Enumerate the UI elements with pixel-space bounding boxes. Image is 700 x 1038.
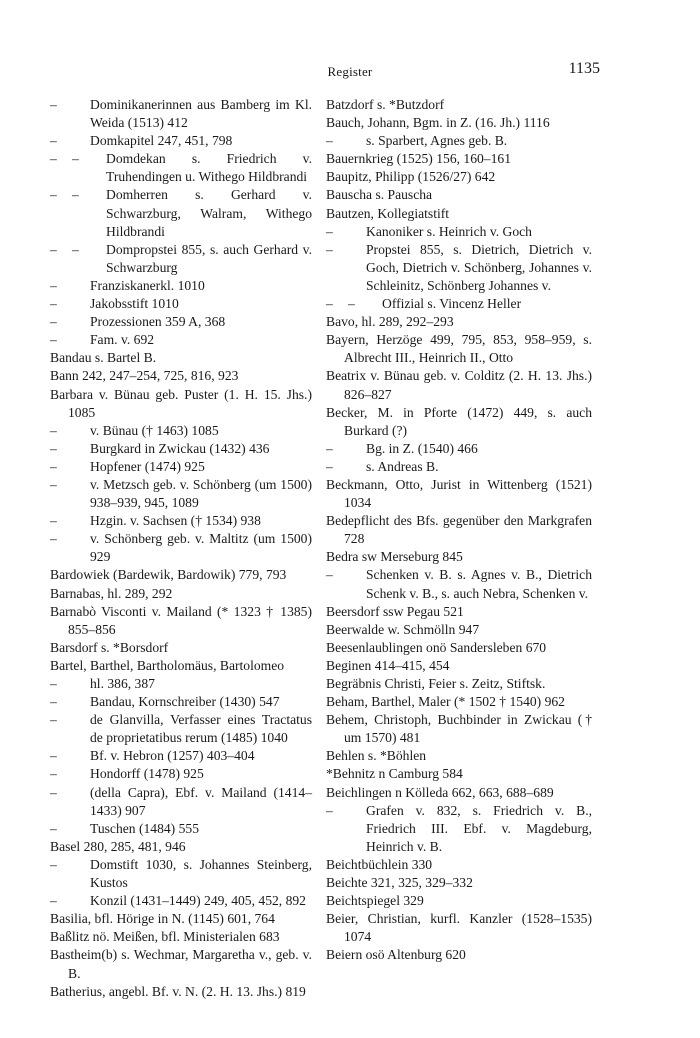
index-entry [50,946,312,982]
index-entry [50,313,312,331]
index-entry-text: Bastheim(b) s. Wechmar, Margaretha v., geb. v. B. [50,947,312,981]
subentry-dash: – [50,712,57,728]
index-entry-text: Schenken v. B. s. Agnes v. B., Dietrich Schenk v. B., s. auch Nebra, Schenken v. [366,567,592,601]
index-entry [326,802,592,856]
index-entry [326,603,592,621]
index-entry-text: de Glanvilla, Verfasser eines Tractatus de proprietatibus rerum (1485) 1040 [90,712,312,746]
index-entry [50,331,312,349]
subentry-dash: – [326,133,333,149]
index-entry [326,512,592,548]
index-entry-text: Konzil (1431–1449) 249, 405, 452, 892 [90,893,306,909]
index-entry-text: Kanoniker s. Heinrich v. Goch [366,223,532,239]
index-entry [326,639,592,657]
index-entry [326,784,592,802]
index-entry [50,530,312,566]
index-entry-text: Bandau, Kornschreiber (1430) 547 [90,694,280,710]
index-entry-text: Beichlingen n Kölleda 662, 663, 688–689 [326,784,554,800]
subentry-dash: – [50,458,57,474]
index-entry-text: Beatrix v. Bünau geb. v. Colditz (2. H. 13. Jhs.) 826–827 [326,368,592,402]
index-entry-text: Burgkard in Zwickau (1432) 436 [90,440,270,456]
index-entry [326,548,592,566]
index-entry [326,440,592,458]
index-entry [50,96,312,132]
index-entry [50,657,312,675]
subentry-dash: – [326,802,333,818]
index-entry-text: Bann 242, 247–254, 725, 816, 923 [50,368,239,384]
index-entry-text: Bautzen, Kollegiatstift [326,205,450,221]
index-entry [326,910,592,946]
subentry-dash: – [72,151,79,167]
index-entry-text: Batherius, angebl. Bf. v. N. (2. H. 13. Jhs.) 819 [50,983,306,999]
index-entry-text: Beckmann, Otto, Jurist in Wittenberg (1521) 1034 [326,476,592,511]
index-entry-text: Bayern, Herzöge 499, 795, 853, 958–959, s. Albrecht III., Heinrich II., Otto [326,332,592,366]
index-entry [50,820,312,838]
index-entry-text: Beginen 414–415, 454 [326,657,450,673]
subentry-dash: – [50,296,57,312]
subentry-dash: – [326,440,333,456]
index-entry-text: Beham, Barthel, Maler (* 1502 † 1540) 962 [326,694,565,710]
index-entry [50,186,312,240]
index-entry-text: hl. 386, 387 [90,676,155,691]
index-entry-text: Beichtspiegel 329 [326,893,424,909]
index-entry [326,404,592,440]
index-entry [50,838,312,856]
index-entry [50,476,312,512]
index-entry-text: Hopfener (1474) 925 [90,458,205,474]
index-entry-text: Hondorff (1478) 925 [90,766,204,782]
index-column-right [326,96,592,965]
index-entry-text: Franziskanerkl. 1010 [90,277,205,293]
index-entry [326,205,592,223]
subentry-dash: – [326,458,333,474]
index-entry-text: Beerwalde w. Schmölln 947 [326,621,480,637]
index-entry-text: s. Sparbert, Agnes geb. B. [366,133,508,149]
index-entry [326,186,592,204]
index-entry-text: Prozessionen 359 A, 368 [90,314,226,330]
index-entry-text: Barnabò Visconti v. Mailand (* 1323 † 1385) 855–856 [50,603,312,637]
index-entry [50,132,312,150]
index-entry [50,784,312,820]
page-number: 1135 [568,60,600,77]
index-entry-text: v. Metzsch geb. v. Schönberg (um 1500) 938–939, 945, 1089 [90,476,312,511]
index-entry [50,765,312,783]
index-entry-text: Hzgin. v. Sachsen († 1534) 938 [90,513,261,529]
index-entry-text: Barnabas, hl. 289, 292 [50,585,173,601]
index-entry-text: Propstei 855, s. Dietrich, Dietrich v. Goch, Dietrich v. Schönberg, Johannes v. Schleinitz, Schönberg Johannes v. [366,241,592,293]
index-entry [326,747,592,765]
index-entry [326,621,592,639]
index-entry [50,856,312,892]
subentry-dash: – [50,314,57,330]
subentry-dash: – [50,784,57,800]
index-entry [50,349,312,367]
index-entry [50,422,312,440]
index-entry [50,675,312,693]
index-entry [326,476,592,512]
index-entry-text: Beesenlaublingen onö Sandersleben 670 [326,639,547,655]
index-entry [50,458,312,476]
index-entry [326,313,592,331]
index-entry-text: v. Schönberg geb. v. Maltitz (um 1500) 929 [90,531,312,565]
index-entry [50,277,312,295]
index-entry-text: *Behnitz n Camburg 584 [326,766,463,782]
index-entry [326,367,592,403]
subentry-dash: – [50,422,57,438]
index-entry [50,910,312,928]
subentry-dash: – [72,241,79,257]
index-entry-text: Basilia, bfl. Hörige in N. (1145) 601, 764 [50,911,275,927]
subentry-dash: – [326,296,333,312]
index-entry [50,711,312,747]
index-entry-text: Bavo, hl. 289, 292–293 [326,314,454,330]
subentry-dash: – [50,893,57,909]
index-entry-text: Batzdorf s. *Butzdorf [326,97,445,112]
index-entry-text: Offizial s. Vincenz Heller [382,296,522,312]
index-entry [326,693,592,711]
index-entry-text: Domdekan s. Friedrich v. Truhendingen u. Withego Hildbrandi [106,151,312,185]
index-entry-text: Bedra sw Merseburg 845 [326,549,463,565]
index-entry-text: Baupitz, Philipp (1526/27) 642 [326,169,496,185]
index-entry [326,114,592,132]
index-entry-text: Bartel, Barthel, Bartholomäus, Bartolomeo [50,657,285,673]
index-entry-text: Bardowiek (Bardewik, Bardowik) 779, 793 [50,567,287,583]
index-entry-text: Bedepflicht des Bfs. gegenüber den Markgrafen 728 [326,513,592,547]
index-entry-text: (della Capra), Ebf. v. Mailand (1414–1433) 907 [90,784,312,818]
index-entry [326,331,592,367]
index-entry [326,675,592,693]
index-entry [50,892,312,910]
subentry-dash: – [50,694,57,710]
index-entry [326,96,592,114]
index-entry [50,585,312,603]
index-entry [50,983,312,1001]
index-entry-text: Tuschen (1484) 555 [90,820,200,836]
index-entry-text: Begräbnis Christi, Feier s. Zeitz, Stiftsk. [326,676,546,691]
subentry-dash: – [50,766,57,782]
index-entry-text: v. Bünau († 1463) 1085 [90,422,219,438]
index-entry-text: Behem, Christoph, Buchbinder in Zwickau († um 1570) 481 [326,712,592,746]
index-entry [326,132,592,150]
index-entry [326,892,592,910]
index-entry [50,693,312,711]
index-entry-text: Baßlitz nö. Meißen, bfl. Ministerialen 683 [50,929,280,945]
index-entry-text: Beichtbüchlein 330 [326,856,433,872]
index-entry [50,603,312,639]
index-entry [326,946,592,964]
running-header: Register [327,64,373,79]
subentry-dash: – [50,748,57,764]
index-entry [50,928,312,946]
index-entry-text: s. Andreas B. [366,458,439,474]
index-entry-text: Bandau s. Bartel B. [50,350,157,366]
subentry-dash: – [50,97,57,112]
subentry-dash: – [50,133,57,149]
index-entry-text: Basel 280, 285, 481, 946 [50,838,186,854]
index-entry-text: Beersdorf ssw Pegau 521 [326,603,464,619]
index-entry [326,168,592,186]
index-entry-text: Jakobsstift 1010 [90,296,179,312]
index-entry [326,874,592,892]
index-entry [50,367,312,385]
index-entry-text: Becker, M. in Pforte (1472) 449, s. auch Burkard (?) [326,404,592,438]
index-entry-text: Dominikanerinnen aus Bamberg im Kl. Weida (1513) 412 [90,97,312,131]
index-entry-text: Bf. v. Hebron (1257) 403–404 [90,748,255,764]
subentry-dash: – [72,187,79,203]
subentry-dash: – [50,476,57,492]
index-entry [326,295,592,313]
index-entry [326,856,592,874]
index-entry [50,440,312,458]
subentry-dash: – [50,277,57,293]
index-entry-text: Barsdorf s. *Borsdorf [50,639,169,655]
index-entry [50,747,312,765]
index-entry-text: Bg. in Z. (1540) 466 [366,440,478,456]
index-entry-text: Beichte 321, 325, 329–332 [326,875,473,891]
subentry-dash: – [50,187,57,203]
subentry-dash: – [326,567,333,583]
index-entry [50,639,312,657]
index-entry-text: Barbara v. Bünau geb. Puster (1. H. 15. Jhs.) 1085 [50,386,312,420]
index-entry-text: Domkapitel 247, 451, 798 [90,133,233,149]
index-entry-text: Domherren s. Gerhard v. Schwarzburg, Walram, Withego Hildbrandi [106,187,312,239]
subentry-dash: – [326,241,333,257]
subentry-dash: – [50,531,57,547]
index-entry-text: Dompropstei 855, s. auch Gerhard v. Schwarzburg [106,241,312,275]
index-entry [326,566,592,602]
index-entry-text: Grafen v. 832, s. Friedrich v. B., Friedrich III. Ebf. v. Magdeburg, Heinrich v. B. [366,802,592,854]
index-entry [326,765,592,783]
subentry-dash: – [50,676,57,691]
index-entry [326,711,592,747]
index-entry [326,657,592,675]
subentry-dash: – [50,513,57,529]
index-entry [326,458,592,476]
index-entry [50,386,312,422]
index-entry-text: Domstift 1030, s. Johannes Steinberg, Kustos [90,856,312,891]
subentry-dash: – [348,296,355,312]
index-column-left [50,96,312,1001]
subentry-dash: – [50,440,57,456]
index-entry-text: Fam. v. 692 [90,332,155,348]
index-entry-text: Beier, Christian, kurfl. Kanzler (1528–1535) 1074 [326,911,592,945]
index-entry [50,566,312,584]
index-entry [50,241,312,277]
index-entry [50,295,312,313]
subentry-dash: – [326,223,333,239]
subentry-dash: – [50,856,57,872]
subentry-dash: – [50,332,57,348]
index-entry [326,150,592,168]
index-entry-text: Beiern osö Altenburg 620 [326,947,466,963]
index-entry-text: Behlen s. *Böhlen [326,748,427,764]
subentry-dash: – [50,151,57,167]
index-entry [326,241,592,295]
subentry-dash: – [50,820,57,836]
index-entry-text: Bauernkrieg (1525) 156, 160–161 [326,151,511,167]
subentry-dash: – [50,241,57,257]
index-entry [50,150,312,186]
index-entry-text: Bauch, Johann, Bgm. in Z. (16. Jh.) 1116 [326,115,550,131]
index-entry [50,512,312,530]
index-entry [326,223,592,241]
index-entry-text: Bauscha s. Pauscha [326,187,433,203]
